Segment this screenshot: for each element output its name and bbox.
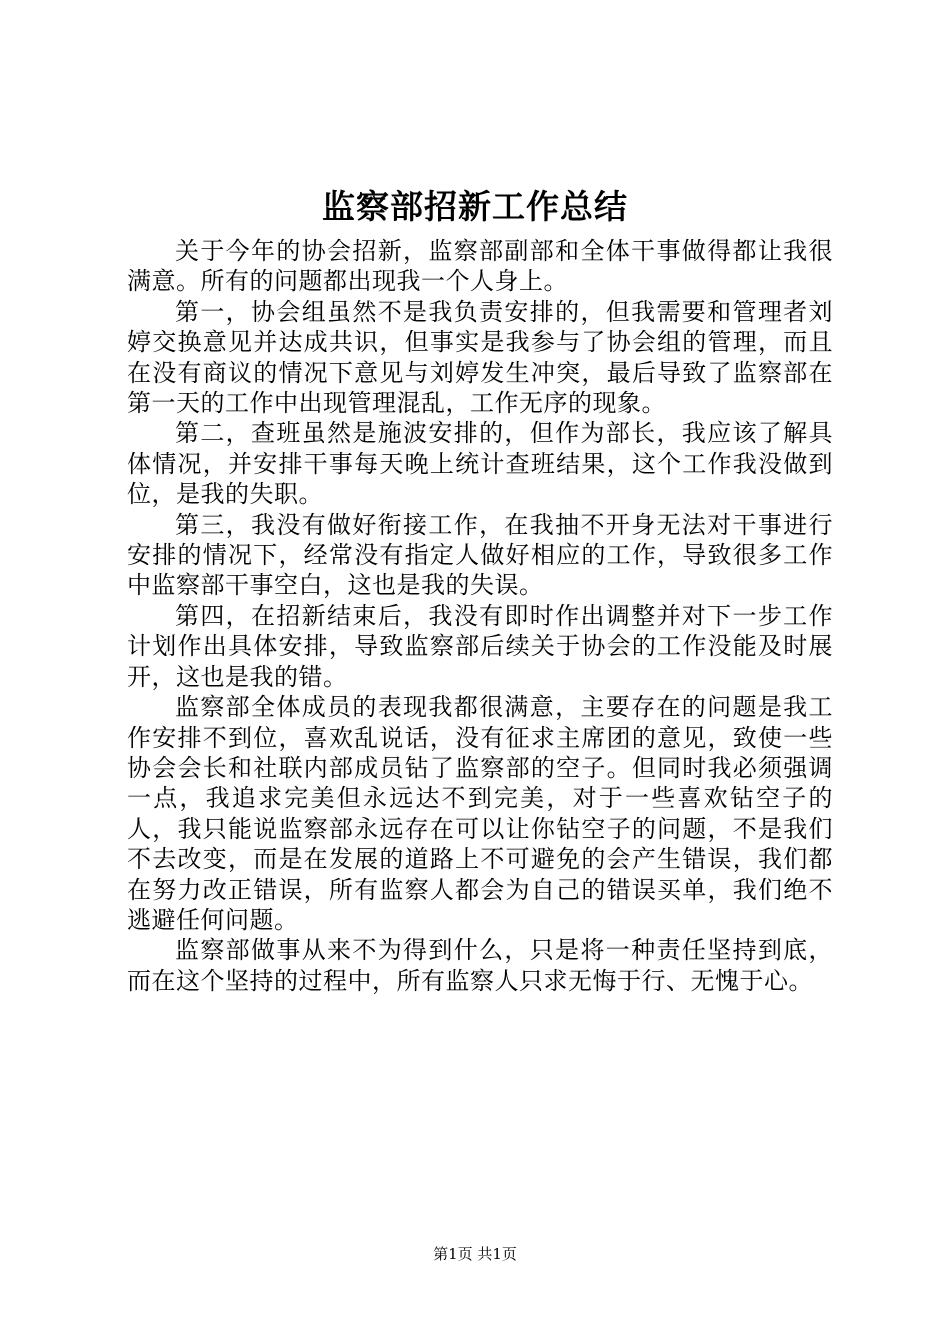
paragraph-fourth-point: 第四，在招新结束后，我没有即时作出调整并对下一步工作计划作出具体安排，导致监察部后续关于协会的工作没能及时展开，这也是我的错。 bbox=[127, 601, 833, 691]
paragraph-first-point: 第一，协会组虽然不是我负责安排的，但我需要和管理者刘婷交换意见并达成共识，但事实是我参与了协会组的管理，而且在没有商议的情况下意见与刘婷发生冲突，最后导致了监察部在第一天的工作中出现管理混乱，工作无序的现象。 bbox=[127, 297, 833, 418]
paragraph-second-point: 第二，查班虽然是施波安排的，但作为部长，我应该了解具体情况，并安排干事每天晚上统计查班结果，这个工作我没做到位，是我的失职。 bbox=[127, 419, 833, 509]
page-number-footer: 第1页 共1页 bbox=[433, 1245, 517, 1263]
document-title: 监察部招新工作总结 bbox=[322, 187, 628, 226]
document-body bbox=[127, 236, 833, 996]
paragraph-intro: 关于今年的协会招新，监察部副部和全体干事做得都让我很满意。所有的问题都出现我一个人身上。 bbox=[127, 237, 833, 296]
paragraph-third-point: 第三，我没有做好衔接工作，在我抽不开身无法对干事进行安排的情况下，经常没有指定人做好相应的工作，导致很多工作中监察部干事空白，这也是我的失误。 bbox=[127, 510, 833, 600]
paragraph-summary: 监察部全体成员的表现我都很满意，主要存在的问题是我工作安排不到位，喜欢乱说话，没有征求主席团的意见，致使一些协会会长和社联内部成员钻了监察部的空子。但同时我必须强调一点，我追求完美但永远达不到完美，对于一些喜欢钻空子的人，我只能说监察部永远存在可以让你钻空子的问题，不是我们不去改变，而是在发展的道路上不可避免的会产生错误，我们都在努力改正错误，所有监察人都会为自己的错误买单，我们绝不逃避任何问题。 bbox=[127, 693, 833, 934]
paragraph-conclusion: 监察部做事从来不为得到什么，只是将一种责任坚持到底，而在这个坚持的过程中，所有监察人只求无悔于行、无愧于心。 bbox=[127, 936, 833, 995]
